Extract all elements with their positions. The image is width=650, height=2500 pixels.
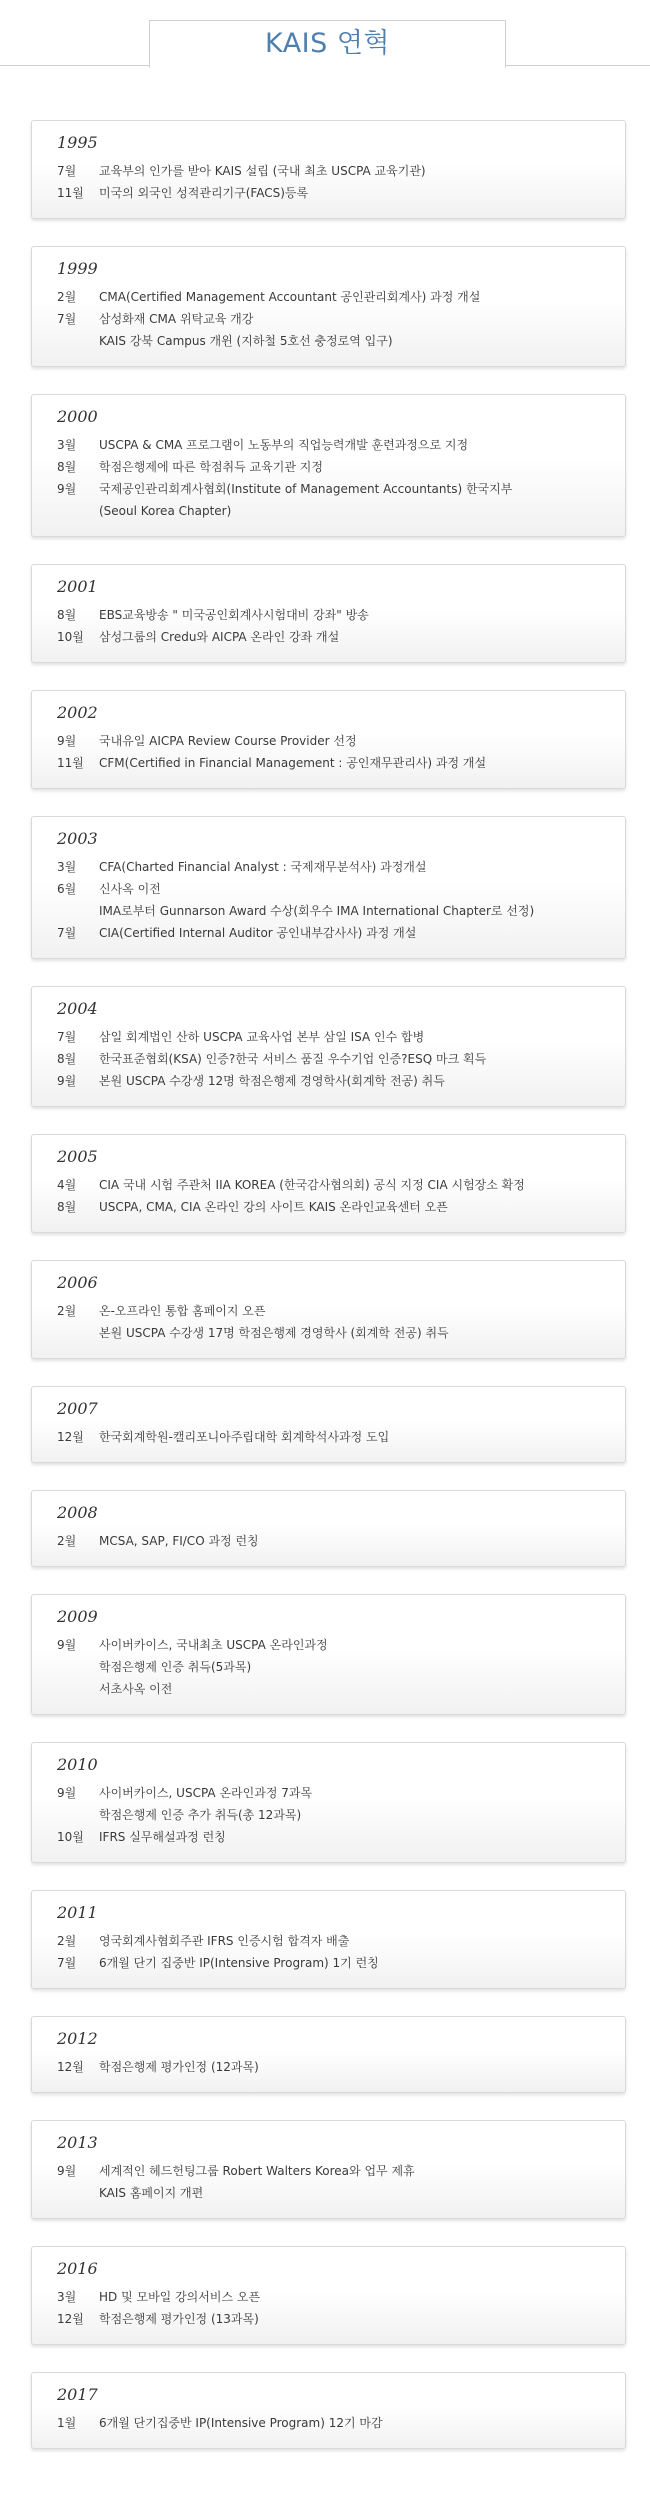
- event-row: [57, 1952, 599, 1974]
- year-card: [31, 1134, 626, 1233]
- event-month: [57, 900, 99, 922]
- event-month: 9월: [57, 1074, 77, 1088]
- event-month: 9월: [57, 2164, 77, 2178]
- event-month: 2월: [57, 1934, 77, 1948]
- event-row: [57, 856, 599, 878]
- event-month: 9월: [57, 1786, 77, 1800]
- event-month: 11월: [57, 756, 84, 770]
- event-row: [57, 2182, 599, 2204]
- event-row: [57, 1196, 599, 1218]
- page-title: KAIS 연혁: [264, 28, 391, 59]
- year-card: [31, 1890, 626, 1989]
- event-text: CFM(Certified in Financial Management : 공인재무관리사) 과정 개설: [99, 756, 487, 770]
- event-text: CIA(Certified Internal Auditor 공인내부감사사) 과정 개설: [99, 926, 417, 940]
- year-heading: 2008: [57, 1503, 98, 1522]
- event-row: [57, 1026, 599, 1048]
- event-row: [57, 1070, 599, 1092]
- event-text: EBS교육방송 " 미국공인회계사시험대비 강좌" 방송: [99, 608, 369, 622]
- event-month: 8월: [57, 1052, 77, 1066]
- event-text: 본원 USCPA 수강생 12명 학점은행제 경영학사(회계학 전공) 취득: [99, 1074, 445, 1088]
- event-text: 학점은행제 인증 취득(5과목): [99, 1660, 252, 1674]
- event-month: 4월: [57, 1178, 77, 1192]
- event-month: 2월: [57, 1534, 77, 1548]
- year-heading: 2016: [57, 2259, 98, 2278]
- event-text: 사이버카이스, 국내최초 USCPA 온라인과정: [99, 1638, 328, 1652]
- event-row: [57, 1048, 599, 1070]
- year-heading: 1995: [57, 133, 98, 152]
- event-month: [57, 1678, 99, 1700]
- year-heading: 2010: [57, 1755, 98, 1774]
- event-month: 8월: [57, 460, 77, 474]
- event-text: 본원 USCPA 수강생 17명 학점은행제 경영학사 (회계학 전공) 취득: [99, 1326, 449, 1340]
- event-month: 8월: [57, 1200, 77, 1214]
- year-heading: 2009: [57, 1607, 98, 1626]
- event-row: [57, 160, 599, 182]
- event-text: 6개월 단기집중반 IP(Intensive Program) 12기 마감: [99, 2416, 383, 2430]
- event-row: [57, 1930, 599, 1952]
- year-card: [31, 2016, 626, 2093]
- year-card: [31, 986, 626, 1107]
- year-card: [31, 394, 626, 537]
- year-heading: 1999: [57, 259, 98, 278]
- event-month: 3월: [57, 2290, 77, 2304]
- year-card: [31, 564, 626, 663]
- event-row: [57, 900, 599, 922]
- event-text: 미국의 외국인 성적관리기구(FACS)등록: [99, 186, 309, 200]
- event-row: [57, 1634, 599, 1656]
- event-month: 8월: [57, 608, 77, 622]
- event-text: 학점은행제에 따른 학점취득 교육기관 지정: [99, 460, 323, 474]
- event-text: HD 및 모바일 강의서비스 오픈: [99, 2290, 261, 2304]
- history-timeline: [0, 66, 650, 2449]
- year-heading: 2001: [57, 577, 98, 596]
- event-month: 10월: [57, 1830, 84, 1844]
- event-text: 서초사옥 이전: [99, 1682, 173, 1696]
- event-month: 6월: [57, 882, 77, 896]
- event-row: [57, 1782, 599, 1804]
- event-text: 교육부의 인가를 받아 KAIS 설립 (국내 최초 USCPA 교육기관): [99, 164, 426, 178]
- event-month: 7월: [57, 926, 77, 940]
- event-text: USCPA, CMA, CIA 온라인 강의 사이트 KAIS 온라인교육센터 오픈: [99, 1200, 448, 1214]
- event-text: 온-오프라인 통합 홈페이지 오픈: [99, 1304, 266, 1318]
- event-text: 사이버카이스, USCPA 온라인과정 7과목: [99, 1786, 313, 1800]
- event-text: KAIS 강북 Campus 개윈 (지하철 5호선 충정로역 입구): [99, 334, 393, 348]
- event-text: KAIS 홈페이지 개편: [99, 2186, 204, 2200]
- event-month: 2월: [57, 290, 77, 304]
- event-month: 12월: [57, 2060, 84, 2074]
- year-card: [31, 816, 626, 959]
- event-row: [57, 2412, 599, 2434]
- event-month: 3월: [57, 860, 77, 874]
- event-text: 영국회계사협회주관 IFRS 인증시험 합격자 배출: [99, 1934, 350, 1948]
- event-row: [57, 308, 599, 330]
- event-text: IMA로부터 Gunnarson Award 수상(회우수 IMA International Chapter로 선정): [99, 904, 535, 918]
- year-card: [31, 1742, 626, 1863]
- event-month: 9월: [57, 482, 77, 496]
- event-month: 11월: [57, 186, 84, 200]
- event-text: 6개월 단기 집중반 IP(Intensive Program) 1기 런칭: [99, 1956, 379, 1970]
- event-text: IFRS 실무해설과정 런칭: [99, 1830, 226, 1844]
- event-text: 학점은행제 평가인정 (12과목): [99, 2060, 259, 2074]
- event-row: [57, 1174, 599, 1196]
- event-text: USCPA & CMA 프로그램이 노동부의 직업능력개발 훈련과정으로 지정: [99, 438, 469, 452]
- event-row: [57, 330, 599, 352]
- year-card: [31, 690, 626, 789]
- event-row: [57, 730, 599, 752]
- event-text: CFA(Charted Financial Analyst : 국제재무분석사) 과정개설: [99, 860, 427, 874]
- event-month: 1월: [57, 2416, 77, 2430]
- event-month: [57, 330, 99, 352]
- event-month: 2월: [57, 1304, 77, 1318]
- event-month: 10월: [57, 630, 84, 644]
- event-month: [57, 2182, 99, 2204]
- event-text: 학점은행제 인증 추가 취득(총 12과목): [99, 1808, 302, 1822]
- event-row: [57, 182, 599, 204]
- event-row: [57, 1826, 599, 1848]
- event-text: 학점은행제 평가인정 (13과목): [99, 2312, 259, 2326]
- event-row: [57, 2286, 599, 2308]
- event-row: [57, 478, 599, 500]
- event-month: 7월: [57, 1030, 77, 1044]
- year-heading: 2017: [57, 2385, 98, 2404]
- year-heading: 2013: [57, 2133, 98, 2152]
- event-month: 12월: [57, 1430, 84, 1444]
- event-text: 삼성그룹의 Credu와 AICPA 온라인 강좌 개설: [99, 630, 340, 644]
- event-month: [57, 1322, 99, 1344]
- event-row: [57, 752, 599, 774]
- year-heading: 2003: [57, 829, 98, 848]
- event-month: [57, 1804, 99, 1826]
- event-text: 삼성화재 CMA 위탁교육 개강: [99, 312, 254, 326]
- event-row: [57, 604, 599, 626]
- page-header: [0, 0, 650, 66]
- event-text: CMA(Certified Management Accountant 공인관리회계사) 과정 개설: [99, 290, 481, 304]
- year-heading: 2002: [57, 703, 98, 722]
- event-row: [57, 1426, 599, 1448]
- year-heading: 2005: [57, 1147, 98, 1166]
- event-month: 7월: [57, 164, 77, 178]
- event-month: 7월: [57, 1956, 77, 1970]
- event-row: [57, 286, 599, 308]
- event-text: 국내유일 AICPA Review Course Provider 선정: [99, 734, 357, 748]
- year-heading: 2006: [57, 1273, 98, 1292]
- year-card: [31, 1260, 626, 1359]
- event-row: [57, 1678, 599, 1700]
- event-row: [57, 2056, 599, 2078]
- year-heading: 2012: [57, 2029, 98, 2048]
- event-row: [57, 1804, 599, 1826]
- event-text: (Seoul Korea Chapter): [99, 504, 232, 518]
- year-card: [31, 1594, 626, 1715]
- event-text: CIA 국내 시험 주관처 IIA KOREA (한국감사협의회) 공식 지정 CIA 시험장소 확정: [99, 1178, 525, 1192]
- year-card: [31, 1386, 626, 1463]
- year-heading: 2007: [57, 1399, 98, 1418]
- event-month: 7월: [57, 312, 77, 326]
- event-row: [57, 1322, 599, 1344]
- event-month: 3월: [57, 438, 77, 452]
- year-card: [31, 2372, 626, 2449]
- event-row: [57, 1656, 599, 1678]
- year-card: [31, 120, 626, 219]
- event-row: [57, 2308, 599, 2330]
- event-month: 9월: [57, 1638, 77, 1652]
- event-row: [57, 456, 599, 478]
- event-month: 9월: [57, 734, 77, 748]
- event-month: 12월: [57, 2312, 84, 2326]
- year-heading: 2004: [57, 999, 98, 1018]
- year-card: [31, 246, 626, 367]
- title-tab: [149, 20, 506, 68]
- year-heading: 2000: [57, 407, 98, 426]
- event-month: [57, 500, 99, 522]
- year-heading: 2011: [57, 1903, 98, 1922]
- event-text: 국제공인관리회계사협회(Institute of Management Accountants) 한국지부: [99, 482, 513, 496]
- event-text: 한국표준협회(KSA) 인증?한국 서비스 품질 우수기업 인증?ESQ 마크 획득: [99, 1052, 487, 1066]
- event-text: 한국회계학원-캘리포니아주립대학 회계학석사과정 도입: [99, 1430, 390, 1444]
- event-row: [57, 922, 599, 944]
- event-text: MCSA, SAP, FI/CO 과정 런칭: [99, 1534, 259, 1548]
- event-text: 신사옥 이전: [99, 882, 161, 896]
- event-row: [57, 878, 599, 900]
- event-row: [57, 1300, 599, 1322]
- event-text: 세계적인 헤드헌팅그룹 Robert Walters Korea와 업무 제휴: [99, 2164, 415, 2178]
- event-row: [57, 500, 599, 522]
- year-card: [31, 1490, 626, 1567]
- year-card: [31, 2120, 626, 2219]
- event-text: 삼일 회계법인 산하 USCPA 교육사업 본부 삼일 ISA 인수 합병: [99, 1030, 425, 1044]
- event-row: [57, 434, 599, 456]
- event-row: [57, 1530, 599, 1552]
- year-card: [31, 2246, 626, 2345]
- event-month: [57, 1656, 99, 1678]
- event-row: [57, 2160, 599, 2182]
- event-row: [57, 626, 599, 648]
